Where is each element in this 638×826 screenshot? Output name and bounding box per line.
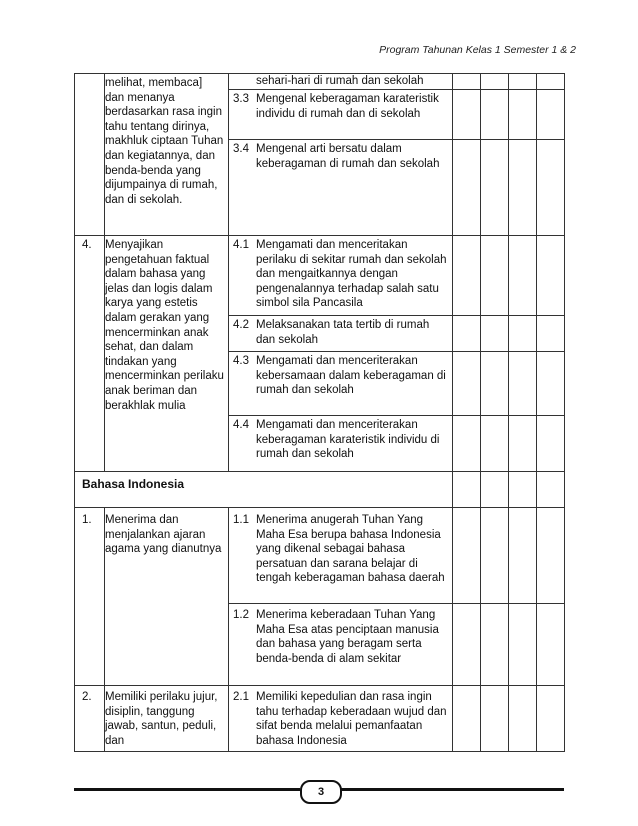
kompetensi-inti-text: Memiliki perilaku jujur, disiplin, tanggung jawab, santun, peduli, dan xyxy=(105,686,229,752)
kd-number: 4.2 xyxy=(233,319,249,331)
footer-rule-left xyxy=(74,788,300,791)
kd-text: Menerima anugerah Tuhan Yang Maha Esa berupa bahasa Indonesia yang dikenal sebagai bahasa persatuan dan sarana belajar di tengah keberagaman bahasa daerah xyxy=(256,514,445,585)
check-cell xyxy=(537,90,565,140)
kd-number: 4.4 xyxy=(233,419,249,431)
check-cell xyxy=(481,90,509,140)
check-cell xyxy=(481,140,509,236)
kd-text: Mengamati dan menceriterakan kebersamaan dalam keberagaman di rumah dan sekolah xyxy=(256,355,446,397)
program-table xyxy=(74,73,565,752)
kd-number xyxy=(229,74,256,89)
check-cell xyxy=(537,686,565,752)
kompetensi-inti-text: Menyajikan pengetahuan faktual dalam bahasa yang jelas dan logis dalam karya yang estetis dalam gerakan yang mencerminkan anak sehat, dan dalam tindakan yang mencerminkan perilaku anak beriman dan berakhlak mulia xyxy=(105,236,229,472)
row-number: 1. xyxy=(75,508,105,686)
check-cell xyxy=(537,508,565,604)
kd-text: Mengenal keberagaman karateristik individu di rumah dan di sekolah xyxy=(256,93,439,120)
check-cell xyxy=(509,236,537,316)
kd-text: sehari-hari di rumah dan sekolah xyxy=(256,75,424,87)
check-cell xyxy=(481,472,509,508)
check-cell xyxy=(537,236,565,316)
check-cell xyxy=(453,140,481,236)
row-number: 2. xyxy=(75,686,105,752)
check-cell xyxy=(481,74,509,90)
check-cell xyxy=(453,90,481,140)
kd-number: 1.1 xyxy=(233,514,249,526)
check-cell xyxy=(509,90,537,140)
check-cell xyxy=(509,316,537,352)
footer-rule-right xyxy=(338,788,564,791)
check-cell xyxy=(509,508,537,604)
row-number xyxy=(75,74,105,236)
check-cell xyxy=(537,316,565,352)
check-cell xyxy=(481,686,509,752)
check-cell xyxy=(453,74,481,90)
table-row xyxy=(75,236,565,316)
check-cell xyxy=(509,472,537,508)
check-cell xyxy=(481,604,509,686)
check-cell xyxy=(509,416,537,472)
check-cell xyxy=(481,236,509,316)
kd-number: 3.3 xyxy=(233,93,249,105)
kompetensi-inti-text: melihat, membaca] dan menanya berdasarkan rasa ingin tahu tentang dirinya, makhluk ciptaan Tuhan dan kegiatannya, dan benda-benda yang dijumpainya di rumah, dan di sekolah. xyxy=(105,74,229,236)
check-cell xyxy=(453,316,481,352)
kd-text: Mengamati dan menceritakan perilaku di sekitar rumah dan sekolah dan mengaitkannya dengan pengenalannya terhadap salah satu simbol sila Pancasila xyxy=(256,239,447,310)
kd-number: 4.3 xyxy=(233,355,249,367)
kd-text: Memiliki kepedulian dan rasa ingin tahu terhadap keberadaan wujud dan sifat benda melalui pemanfaatan bahasa Indonesia xyxy=(256,691,447,747)
check-cell xyxy=(481,416,509,472)
check-cell xyxy=(537,604,565,686)
check-cell xyxy=(537,352,565,416)
check-cell xyxy=(453,472,481,508)
check-cell xyxy=(453,508,481,604)
page-number: 3 xyxy=(300,780,342,804)
check-cell xyxy=(453,352,481,416)
table-row xyxy=(75,74,565,90)
kd-text: Menerima keberadaan Tuhan Yang Maha Esa atas penciptaan manusia dan bahasa yang beragam serta benda-benda di alam sekitar xyxy=(256,609,439,665)
check-cell xyxy=(481,316,509,352)
table-row xyxy=(75,508,565,604)
kd-text: Mengenal arti bersatu dalam keberagaman di rumah dan sekolah xyxy=(256,143,440,170)
subject-heading: Bahasa Indonesia xyxy=(75,472,453,508)
check-cell xyxy=(453,604,481,686)
check-cell xyxy=(509,140,537,236)
kd-text: Melaksanakan tata tertib di rumah dan sekolah xyxy=(256,319,430,346)
row-number: 4. xyxy=(75,236,105,472)
kompetensi-inti-text: Menerima dan menjalankan ajaran agama yang dianutnya xyxy=(105,508,229,686)
kd-number: 3.4 xyxy=(233,143,249,155)
running-header: Program Tahunan Kelas 1 Semester 1 & 2 xyxy=(379,44,576,56)
check-cell xyxy=(453,236,481,316)
check-cell xyxy=(509,686,537,752)
check-cell xyxy=(537,74,565,90)
check-cell xyxy=(509,604,537,686)
check-cell xyxy=(509,74,537,90)
kd-number: 1.2 xyxy=(233,609,249,621)
table-row xyxy=(75,686,565,752)
check-cell xyxy=(481,352,509,416)
check-cell xyxy=(509,352,537,416)
kd-number: 4.1 xyxy=(233,239,249,251)
check-cell xyxy=(453,416,481,472)
check-cell xyxy=(453,686,481,752)
check-cell xyxy=(537,416,565,472)
check-cell xyxy=(481,508,509,604)
kd-text: Mengamati dan menceriterakan keberagaman karateristik individu di rumah dan sekolah xyxy=(256,419,440,461)
table-row xyxy=(75,472,565,508)
kd-number: 2.1 xyxy=(233,691,249,703)
check-cell xyxy=(537,140,565,236)
check-cell xyxy=(537,472,565,508)
